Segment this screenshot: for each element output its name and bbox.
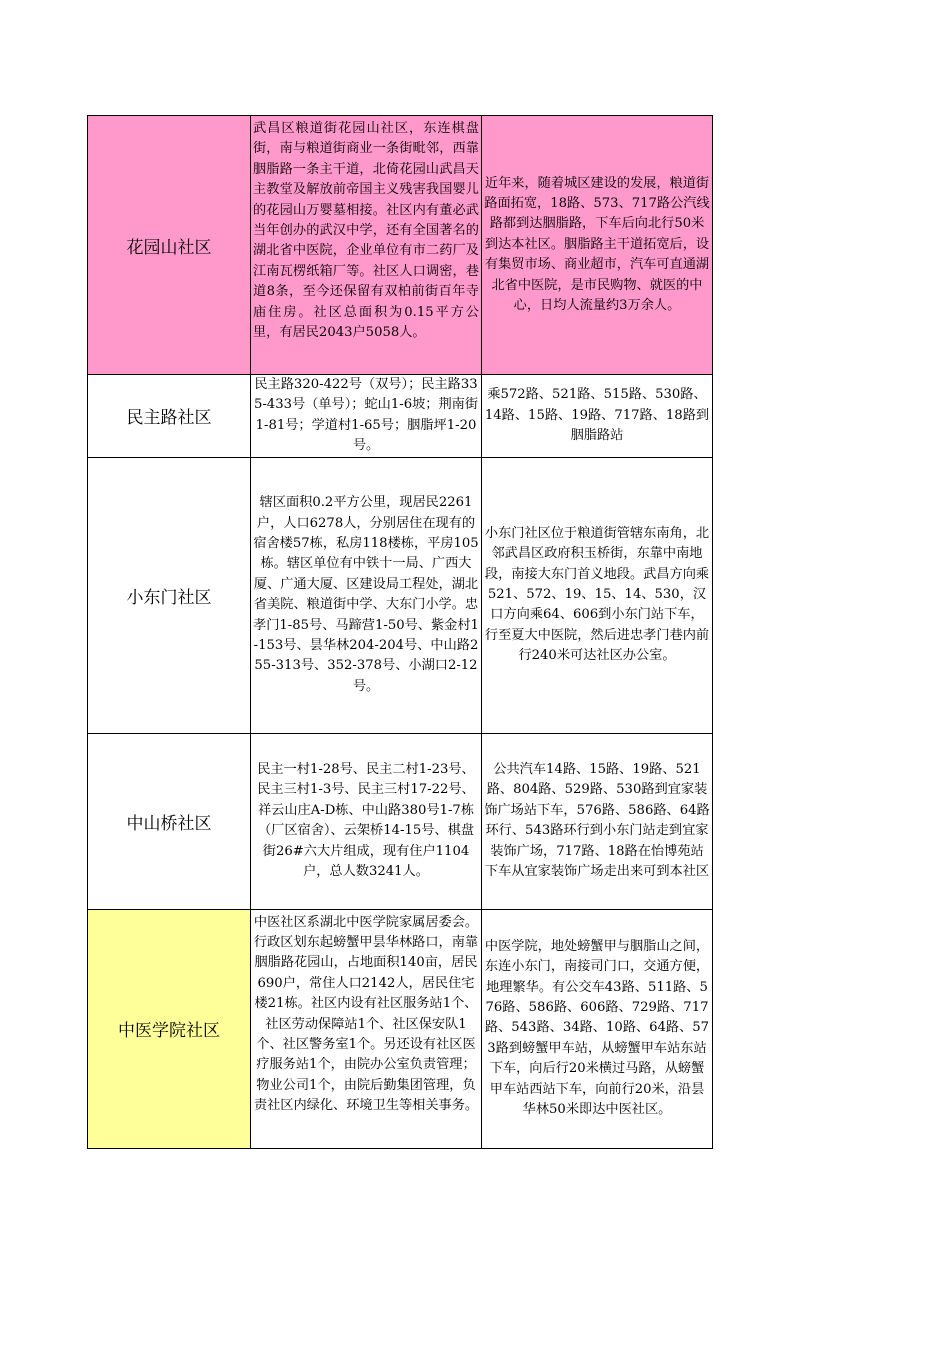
table-row — [88, 116, 713, 375]
transport-cell[interactable] — [482, 116, 713, 375]
transport-text: 中医学院，地处螃蟹甲与胭脂山之间，东连小东门，南接司门口，交通方便，地理繁华。有公交车43路、511路、576路、586路、606路、729路、717路、543路、34路、10路、64路、573路到螃蟹甲车站，从螃蟹甲车站东站下车，向后行20米横过马路，从螃蟹甲车站西站下车，向前行20米，沿昙华林50米即达中医社区。 — [484, 938, 710, 1118]
community-name-cell[interactable] — [88, 116, 251, 375]
community-name: 中山桥社区 — [126, 813, 212, 834]
community-name-cell[interactable] — [88, 909, 251, 1148]
table-row — [88, 457, 713, 733]
description-cell[interactable] — [251, 909, 482, 1148]
community-name: 小东门社区 — [126, 587, 212, 608]
description-text: 辖区面积0.2平方公里，现居民2261户，人口6278人，分别居住在现有的宿舍楼57栋，私房118楼栋，平房105栋。辖区单位有中铁十一局、广西大厦、广通大厦、区建设局工程处，湖北省美院、粮道街中学、大东门小学。忠孝门1-85号、马蹄营1-50号、紫金村1-153号、昙华林204-204号、中山路255-313号、352-378号、小湖口2-12号。 — [253, 495, 479, 694]
table-row — [88, 909, 713, 1148]
description-cell[interactable] — [251, 375, 482, 458]
description-cell[interactable] — [251, 733, 482, 909]
community-name: 中医学院社区 — [118, 1021, 220, 1042]
transport-text: 小东门社区位于粮道街管辖东南角，北邻武昌区政府积玉桥街，东靠中南地段，南接大东门首义地段。武昌方向乘521、572、19、15、14、530，汉口方向乘64、606到小东门站下车，行至夏大中医院，然后进忠孝门巷内前行240米可达社区办公室。 — [484, 525, 710, 664]
transport-cell[interactable] — [482, 457, 713, 733]
transport-text: 公共汽车14路、15路、19路、521路、804路、529路、530路到宜家装饰广场站下车，576路、586路、64路环行、543路环行到小东门站走到宜家装饰广场，717路、18路在怡博苑站下车从宜家装饰广场走出来可到本社区 — [484, 761, 710, 879]
community-name-cell[interactable] — [88, 733, 251, 909]
community-name: 花园山社区 — [126, 237, 212, 258]
community-name-cell[interactable] — [88, 457, 251, 733]
transport-cell[interactable] — [482, 375, 713, 458]
community-table — [87, 115, 713, 1149]
transport-text: 近年来，随着城区建设的发展，粮道街路面拓宽，18路、573、717路公汽线路都到达胭脂路，下车后向北行50米到达本社区。胭脂路主干道拓宽后，设有集贸市场、商业超市，汽车可直通湖北省中医院，是市民购物、就医的中心，日均人流量约3万余人。 — [484, 175, 710, 314]
table-row — [88, 375, 713, 458]
community-name: 民主路社区 — [126, 408, 212, 429]
table-row — [88, 733, 713, 909]
description-text: 武昌区粮道街花园山社区，东连棋盘街，南与粮道街商业一条街毗邻，西靠胭脂路一条主干道，北倚花园山武昌天主教堂及解放前帝国主义残害我国婴儿的花园山万婴墓相接。社区内有董必武当年创办的武汉中学，还有全国著名的湖北省中医院，企业单位有市二药厂及江南瓦楞纸箱厂等。社区人口调密，巷道8条，至今还保留有双柏前街百年寺庙住房。社区总面积为0.15平方公里，有居民2043户5058人。 — [253, 121, 479, 341]
transport-text: 乘572路、521路、515路、530路、14路、15路、19路、717路、18路到胭脂路站 — [484, 387, 710, 444]
description-text: 民主路320-422号（双号）；民主路335-433号（单号）；蛇山1-6坡；荆南街1-81号；学道村1-65号；胭脂坪1-20号。 — [253, 377, 479, 454]
community-name-cell[interactable] — [88, 375, 251, 458]
description-text: 民主一村1-28号、民主二村1-23号、民主三村1-3号、民主三村17-22号、祥云山庄A-D栋、中山路380号1-7栋（厂区宿舍）、云架桥14-15号、棋盘街26#六大片组成，现有住户1104户，总人数3241人。 — [257, 761, 475, 879]
transport-cell[interactable] — [482, 733, 713, 909]
description-cell[interactable] — [251, 116, 482, 375]
description-text: 中医社区系湖北中医学院家属居委会。行政区划东起螃蟹甲昙华林路口，南靠胭脂路花园山，占地面积140亩，居民690户，常住人口2142人，居民住宅楼21栋。社区内设有社区服务站1个、社区劳动保障站1个、社区保安队1个、社区警务室1个。另还设有社区医疗服务站1个，由院办公室负责管理；物业公司1个，由院后勤集团管理，负责社区内绿化、环境卫生等相关事务。 — [253, 914, 479, 1114]
description-cell[interactable] — [251, 457, 482, 733]
transport-cell[interactable] — [482, 909, 713, 1148]
